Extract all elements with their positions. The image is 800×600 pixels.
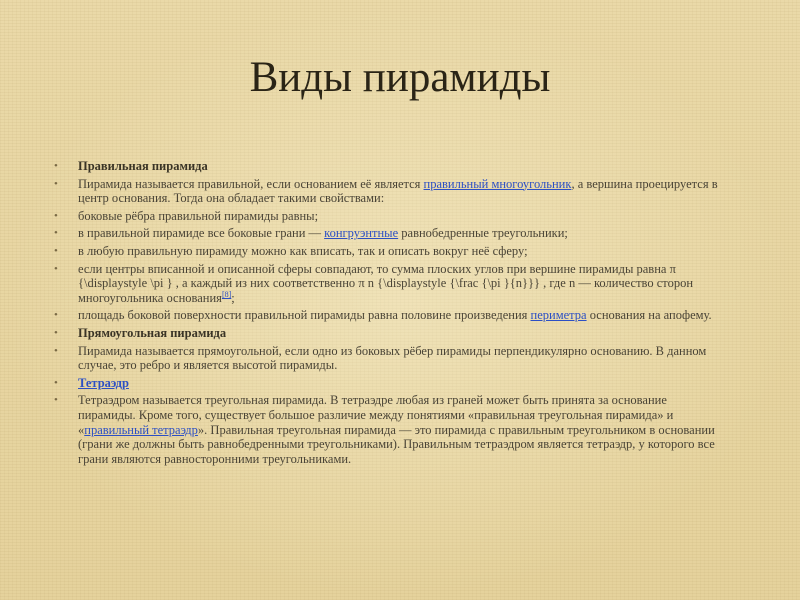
bullet-list — [54, 159, 726, 469]
list-item — [54, 226, 726, 241]
bullet-icon: • — [54, 262, 58, 275]
bullet-icon: • — [54, 244, 58, 257]
list-item — [54, 209, 726, 224]
link-perimeter[interactable]: периметра — [530, 308, 587, 323]
text-span: n {\displaystyle {\frac {\pi }{n}}} , где n — количество сторон многоугольника основания — [78, 276, 694, 305]
list-item — [54, 262, 726, 306]
list-item — [54, 393, 726, 466]
bullet-icon: • — [54, 376, 58, 389]
text-span: {\displaystyle \pi } , а каждый из них соответственно — [78, 276, 356, 291]
section-heading-regular-pyramid: Правильная пирамида — [78, 159, 208, 173]
link-congruent[interactable]: конгруэнтные — [324, 226, 399, 241]
text-span: в правильной пирамиде все боковые грани — — [78, 226, 325, 241]
list-item — [54, 344, 726, 373]
reference-link[interactable]: [8] — [221, 289, 232, 299]
pi-symbol: π — [669, 261, 676, 276]
text-span: ». Правильная треугольная пирамида — это пирамида с правильным треугольником в основании (грани же должны быть равнобедренными треугольниками). Правильным тетраэдром является тетраэдр, у которого все грани являются равносторонними треугольниками. — [78, 422, 715, 466]
text-span: , а вершина проецируется в центр основания. Тогда она обладает такими свойствами: — [78, 176, 718, 206]
bullet-icon: • — [54, 227, 58, 240]
bullet-icon: • — [54, 209, 58, 222]
text-span: в любую правильную пирамиду можно как вписать, так и описать вокруг неё сферу; — [78, 243, 528, 258]
list-item — [54, 376, 726, 391]
text-span: ; — [231, 290, 235, 305]
text-span: боковые рёбра правильной пирамиды равны; — [78, 208, 319, 223]
bullet-icon: • — [54, 309, 58, 322]
list-item — [54, 159, 726, 174]
text-span: площадь боковой поверхности правильной пирамиды равна половине произведения — [78, 308, 531, 323]
bullet-icon: • — [54, 177, 58, 190]
list-item — [54, 177, 726, 206]
slide-title: Виды пирамиды — [249, 54, 551, 101]
text-span: Пирамида называется правильной, если основанием её является — [78, 176, 424, 191]
list-item — [54, 244, 726, 259]
pi-symbol: π — [358, 276, 365, 291]
bullet-icon: • — [54, 394, 58, 407]
link-regular-polygon[interactable]: правильный многоугольник — [423, 176, 572, 191]
text-span: равнобедренные треугольники; — [398, 226, 568, 241]
text-span: Тетраэдром называется треугольная пирамида. В тетраэдре любая из граней может быть принята за основание пирамиды. Кроме того, существует большое различие между понятиями «правильная треугольная пирамида» и « — [78, 393, 674, 437]
section-heading-right-pyramid: Прямоугольная пирамида — [78, 325, 227, 340]
bullet-icon: • — [54, 344, 58, 357]
text-span: основания на апофему. — [586, 308, 712, 323]
text-span: если центры вписанной и описанной сферы совпадают, то сумма плоских углов при вершине пирамиды равна — [78, 261, 667, 276]
link-tetrahedron-heading[interactable]: Тетраэдр — [78, 375, 129, 390]
bullet-icon: • — [54, 160, 58, 172]
list-item — [54, 326, 726, 341]
list-item — [54, 308, 726, 323]
bullet-icon: • — [54, 326, 58, 339]
text-span: Пирамида называется прямоугольной, если одно из боковых рёбер пирамиды перпендикулярно основанию. В данном случае, это ребро и является высотой пирамиды. — [78, 343, 707, 373]
link-regular-tetrahedron[interactable]: правильный тетраэдр — [84, 422, 198, 437]
